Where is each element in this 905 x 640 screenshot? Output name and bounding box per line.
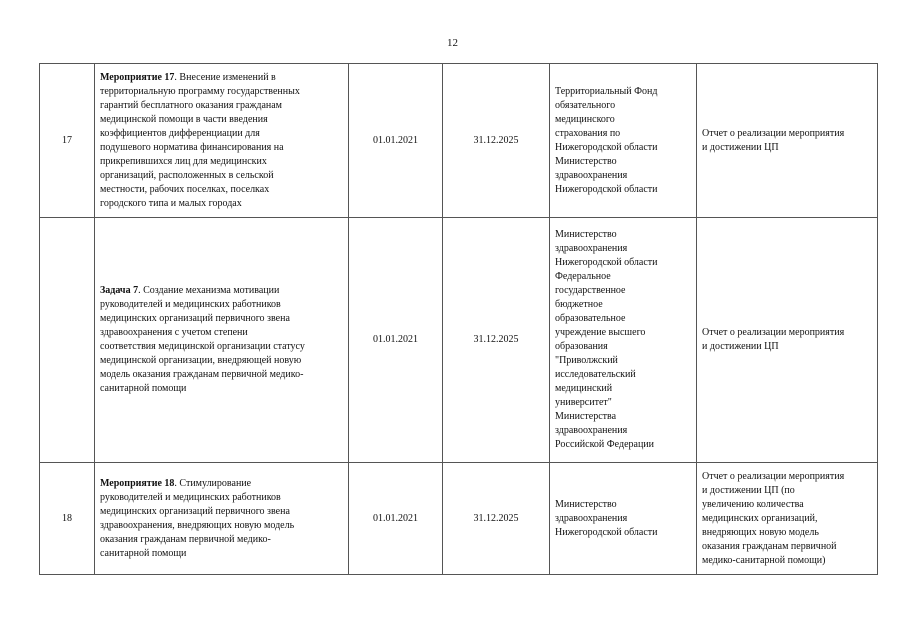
row-number [40, 218, 95, 463]
executor: Территориальный Фонд обязательного медицинского страхования по Нижегородской области Министерство здравоохранения Нижегородской области [550, 64, 697, 218]
activities-table [39, 63, 878, 575]
page-number: 12 [447, 37, 458, 49]
result: Отчет о реализации мероприятия и достижении ЦП (по увеличению количества медицинских организаций, внедряющих новую модель оказания гражданам первичной медико-санитарной помощи) [697, 463, 878, 575]
task-description [95, 218, 349, 463]
task-title: Задача 7 [100, 285, 139, 296]
executor: Министерство здравоохранения Нижегородской области Федеральное государственное бюджетное образовательное учреждение высшего образования "Приволжский исследовательский медицинский университет" Министерства здравоохранения Российской Федерации [550, 218, 697, 463]
end-date: 31.12.2025 [443, 218, 550, 463]
table-row [40, 463, 878, 575]
result: Отчет о реализации мероприятия и достижении ЦП [697, 218, 878, 463]
start-date: 01.01.2021 [349, 463, 443, 575]
table-row [40, 64, 878, 218]
activity-title: Мероприятие 18 [100, 477, 175, 489]
activity-text: . Внесение изменений в территориальную программу государственных гарантий бесплатного оказания гражданам медицинской помощи в части введения коэффициентов дифференциации для подушевого норматива финансирования на прикрепившихся лиц для медицинских организаций, расположенных в сельской местности, рабочих поселках, поселках городского типа и малых городах [100, 71, 300, 209]
table-row [40, 218, 878, 463]
row-number: 17 [40, 64, 95, 218]
activity-description [95, 463, 349, 575]
end-date: 31.12.2025 [443, 64, 550, 218]
start-date: 01.01.2021 [349, 218, 443, 463]
executor: Министерство здравоохранения Нижегородской области [550, 463, 697, 575]
row-number: 18 [40, 463, 95, 575]
activity-title: Мероприятие 17 [100, 71, 175, 83]
end-date: 31.12.2025 [443, 463, 550, 575]
start-date: 01.01.2021 [349, 64, 443, 218]
result: Отчет о реализации мероприятия и достижении ЦП [697, 64, 878, 218]
task-text: . Создание механизма мотивации руководителей и медицинских работников медицинских организаций первичного звена здравоохранения с учетом степени соответствия медицинской организации статусу медицинской организации, внедряющей новую модель оказания гражданам первичной медико- санитарной помощи [100, 285, 305, 394]
activity-description [95, 64, 349, 218]
activity-text: . Стимулирование руководителей и медицинских работников медицинских организаций первичного звена здравоохранения, внедряющих новую модель оказания гражданам первичной медико- санитарной помощи [100, 477, 295, 559]
